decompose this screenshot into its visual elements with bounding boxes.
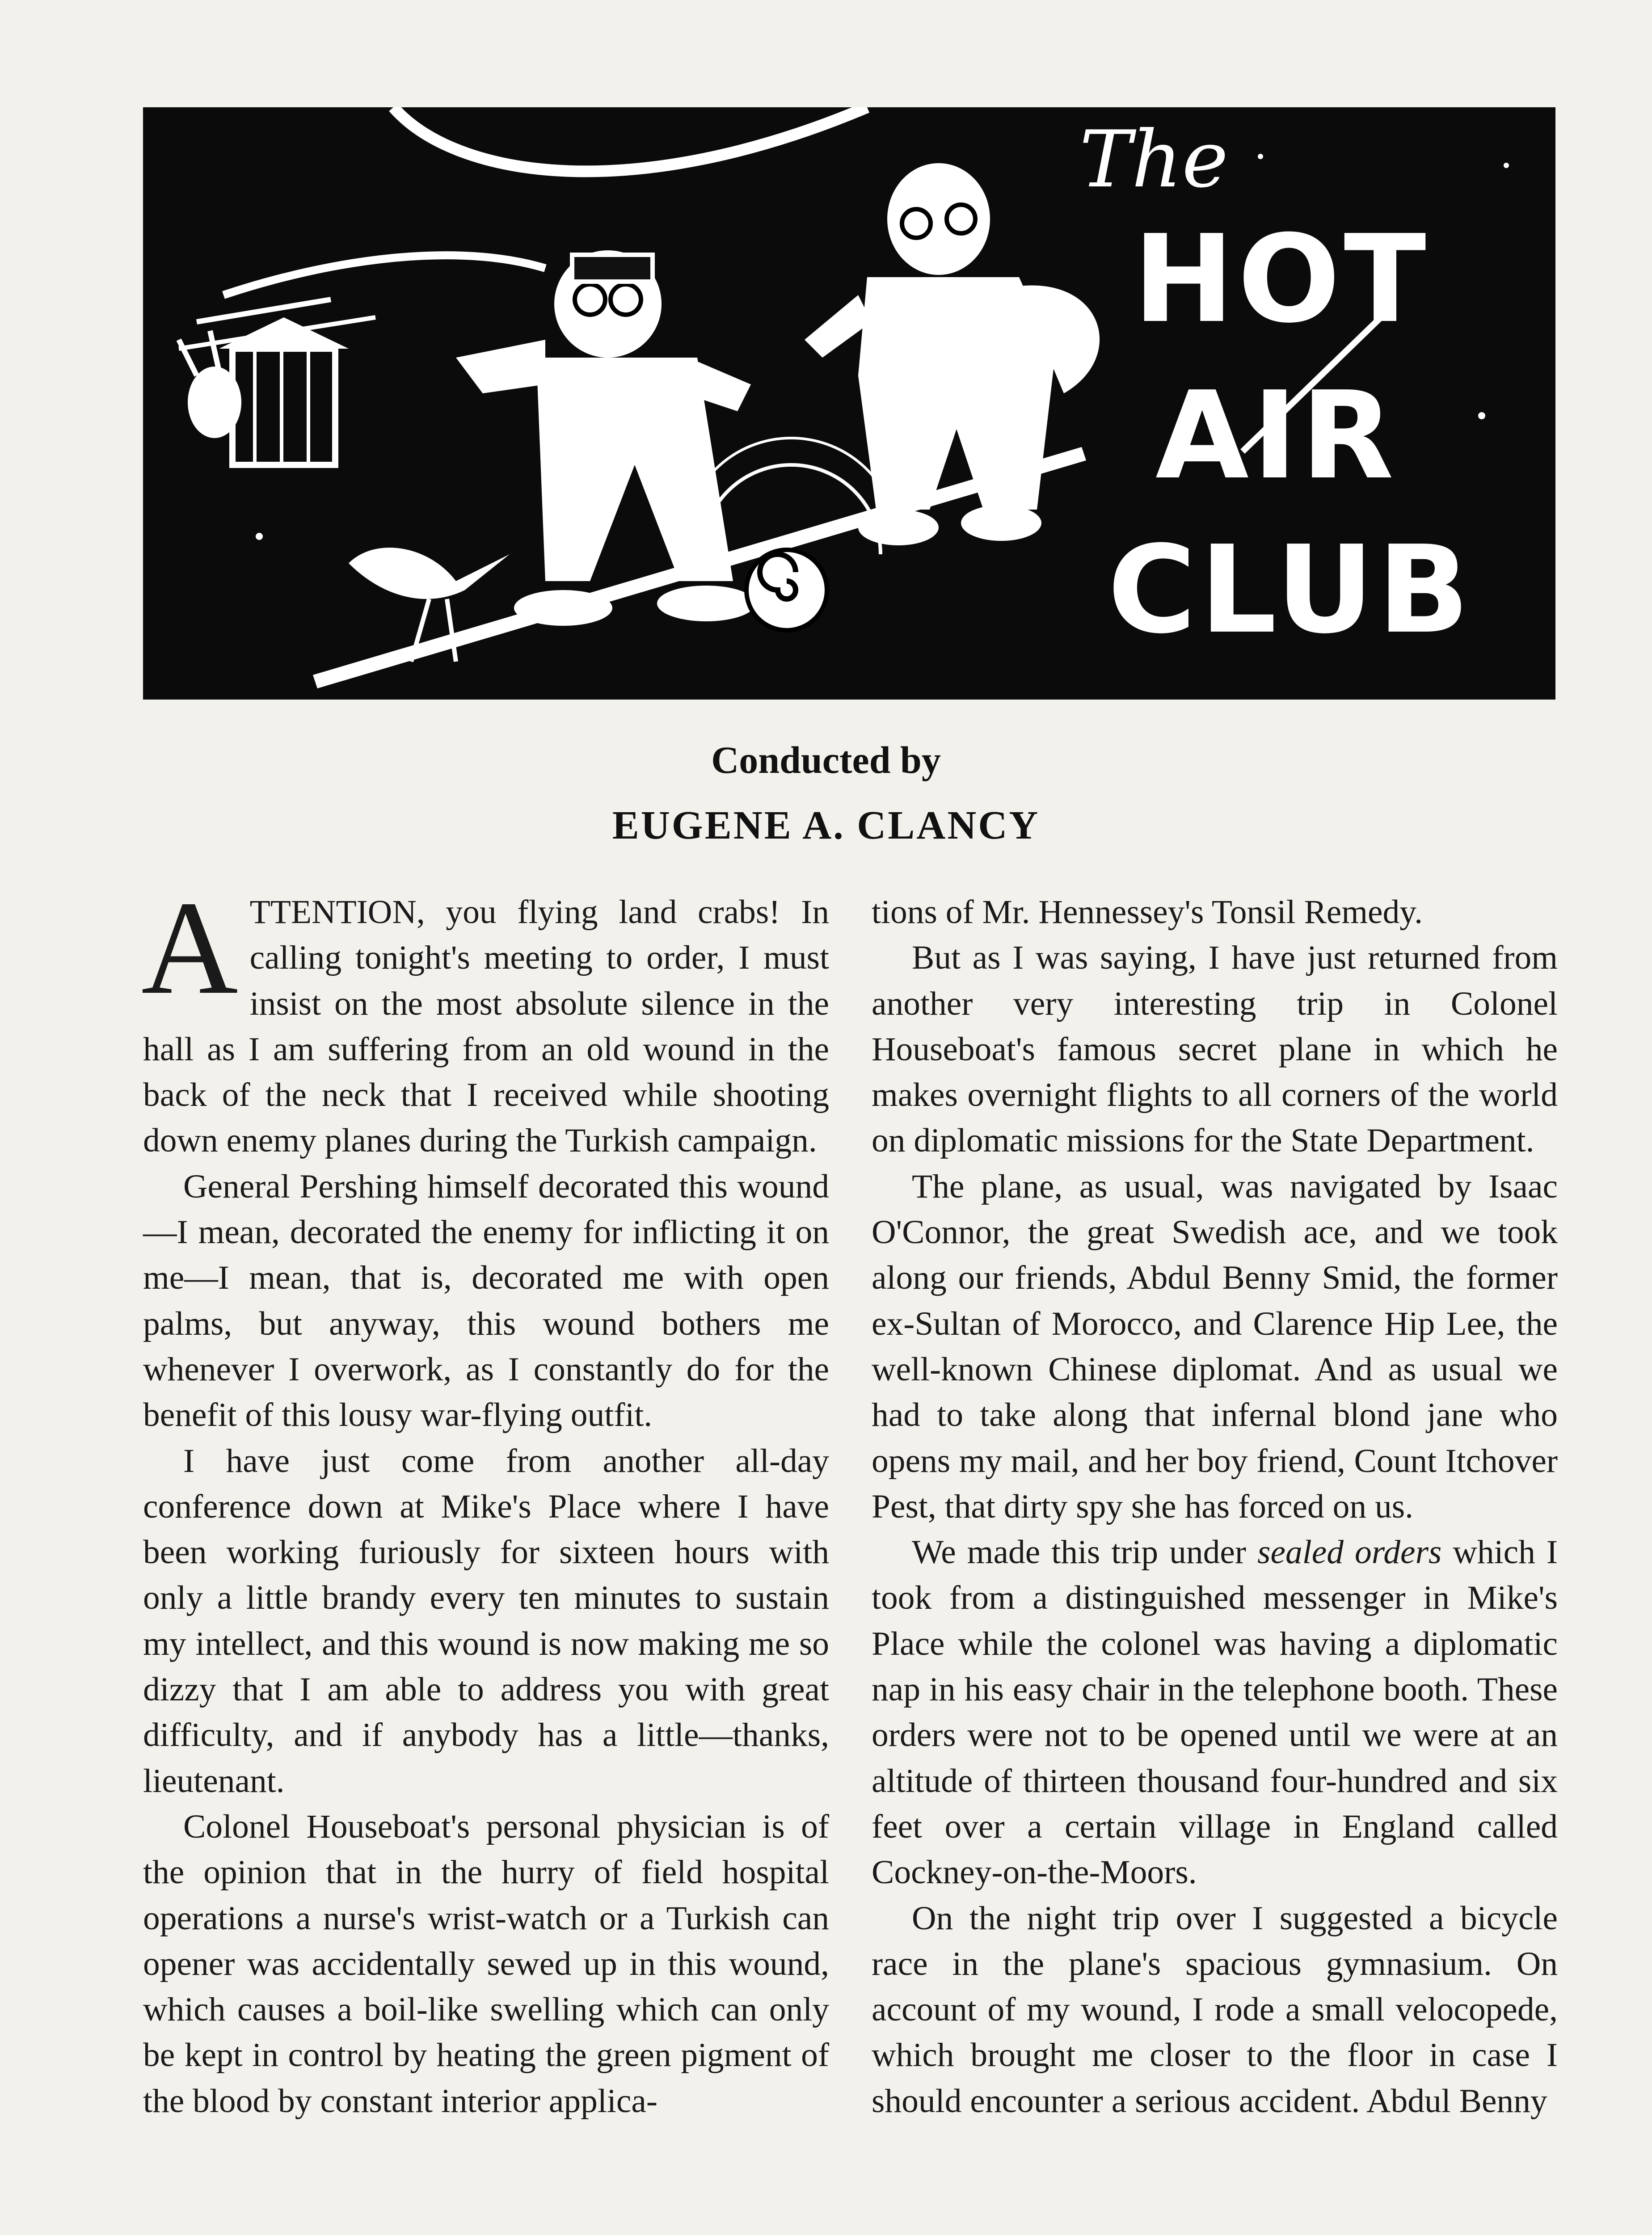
author-name: EUGENE A. CLANCY <box>612 803 1040 848</box>
title-hot: HOT <box>1133 209 1430 350</box>
article-paragraph <box>141 873 829 1164</box>
title-the: The <box>1079 114 1228 205</box>
article-paragraph: On the night trip over I suggested a bicycle race in the plane's spacious gymnasium. On account of my wound, I rode a small velocopede, which brought me closer to the floor in case I should encounter a serious accident. Abdul Benny <box>872 1899 1558 2120</box>
article-paragraph: I have just come from another all-day conference down at Mike's Place where I have been working furiously for sixteen hours with only a little brandy every ten minutes to sustain my intellect, and this wound is now making me so dizzy that I am able to address you with great difficulty, and if anybody has a little—thanks, lieutenant. <box>143 1442 829 1800</box>
article-paragraph: But as I was saying, I have just returned from another very interesting trip in Colonel Houseboat's famous secret plane in which he makes overnight flights to all corners of the world on diplomatic missions for the State Department. <box>872 939 1558 1160</box>
article-paragraph: tions of Mr. Hennessey's Tonsil Remedy. <box>872 894 1423 931</box>
article-paragraph: General Pershing himself decorated this wound—I mean, decorated the enemy for inflicting it on me—I mean, that is, decorated me with open palms, but anyway, this wound bothers me whenever I overwork, as I constantly do for the benefit of this lousy war-flying outfit. <box>143 1168 829 1434</box>
cage-shape <box>232 349 335 465</box>
article-left-column <box>141 873 829 2124</box>
article-paragraph <box>872 1530 1558 1895</box>
article-right-column <box>872 890 1558 2124</box>
paragraph-text: which I took from a distinguished messenger in Mike's Place while the colonel was having a diplomatic nap in his easy chair in the telephone booth. These orders were not to be opened until we were at an altitude of thirteen thousand four-hundred and six feet over a certain village in England called Cockney-on-the-Moors. <box>872 1534 1558 1891</box>
drop-cap: A <box>141 873 238 1022</box>
conducted-by-label: Conducted by <box>711 738 941 781</box>
title-club: CLUB <box>1108 519 1473 660</box>
article-paragraph: The plane, as usual, was navigated by Isaac O'Connor, the great Swedish ace, and we took along our friends, Abdul Benny Smid, the former ex-Sultan of Morocco, and Clarence Hip Lee, the well-known Chinese diplomat. And as usual we had to take along that infernal blond jane who opens my mail, and her boy friend, Count Itchover Pest, that dirty spy she has forced on us. <box>872 1168 1558 1525</box>
paragraph-text: TTENTION, you flying land crabs! In calling tonight's meeting to order, I must insist on the most absolute silence in the hall as I am suffering from an old wound in the back of the neck that I received while shooting down enemy planes during the Turkish campaign. <box>143 894 829 1160</box>
bird-shape <box>349 548 510 599</box>
pivot-wheel <box>746 550 827 630</box>
header-illustration <box>143 107 1555 700</box>
title-air: AIR <box>1155 365 1398 506</box>
paragraph-text: We made this trip under <box>912 1534 1258 1571</box>
article-paragraph: Colonel Houseboat's personal physician is of the opinion that in the hurry of field hospital operations a nurse's wrist-watch or a Turkish can opener was accidentally sewed up in this wound, which causes a boil-like swelling which can only be kept in control by heating the green pigment of the blood by constant interior applica- <box>143 1808 829 2120</box>
emphasis-text: sealed orders <box>1257 1534 1442 1571</box>
